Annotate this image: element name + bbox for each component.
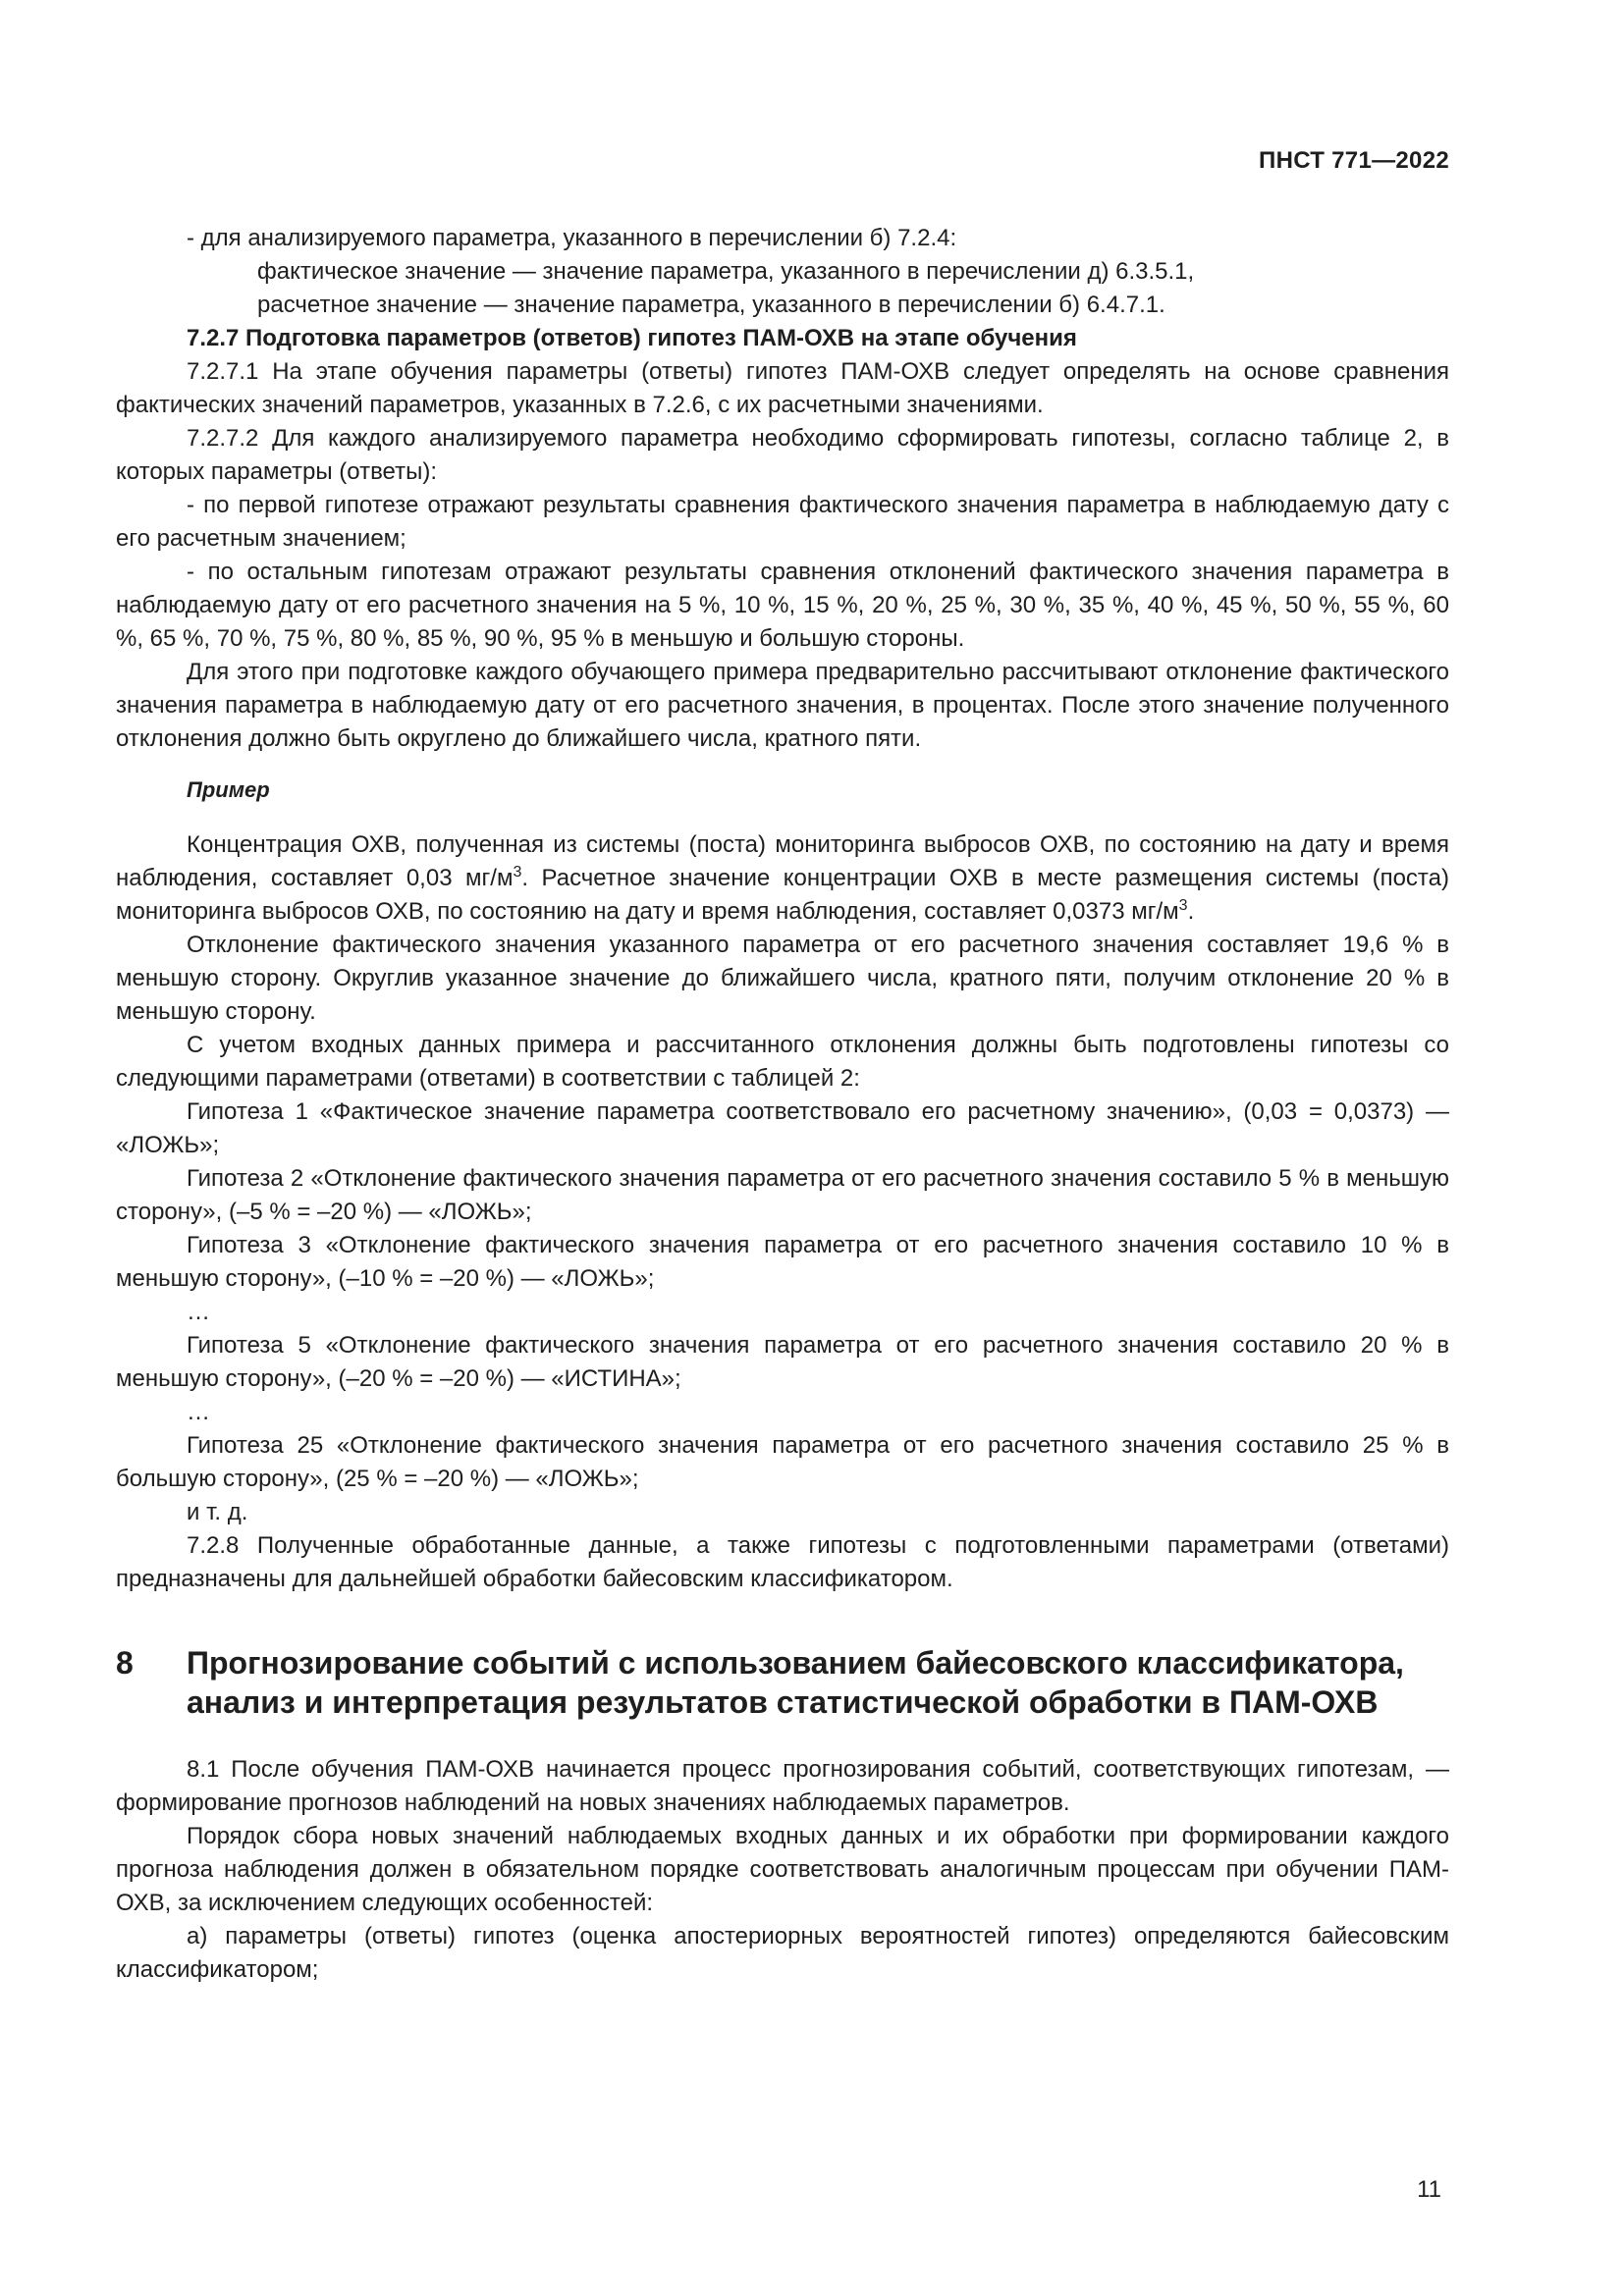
example-text-1: Концентрация ОХВ, полученная из системы (поста) мониторинга выбросов ОХВ, по состоянию на дату и время наблюдения, составляет 0,03 мг/м [116, 831, 1449, 891]
paragraph-7-2-7-2: 7.2.7.2 Для каждого анализируемого параметра необходимо сформировать гипотезы, согласно таблице 2, в которых параметры (ответы): [116, 425, 1449, 485]
paragraph-7-2-8: 7.2.8 Полученные обработанные данные, а также гипотезы с подготовленными параметрами (ответами) предназначены для дальнейшей обработки байесовским классификатором. [116, 1532, 1449, 1592]
ellipsis: … [187, 1399, 210, 1425]
etc-line: и т. д. [187, 1499, 248, 1525]
section-8-heading [116, 1643, 1449, 1722]
superscript-3: 3 [513, 864, 522, 881]
paragraph-8-1: 8.1 После обучения ПАМ-ОХВ начинается процесс прогнозирования событий, соответствующих гипотезам, — формирование прогнозов наблюдений на новых значениях наблюдаемых параметров. [116, 1756, 1449, 1816]
hypothesis-25: Гипотеза 25 «Отклонение фактического значения параметра от его расчетного значения составило 25 % в большую сторону», (25 % = –20 %) — «ЛОЖЬ»; [116, 1432, 1449, 1492]
example-label: Пример [187, 777, 270, 802]
superscript-3: 3 [1178, 897, 1188, 914]
section-title: Прогнозирование событий с использованием байесовского классификатора, анализ и интерпретация результатов статистической обработки в ПАМ-ОХВ [187, 1645, 1404, 1720]
hypothesis-2: Гипотеза 2 «Отклонение фактического значения параметра от его расчетного значения составило 5 % в меньшую сторону», (–5 % = –20 %) — «ЛОЖЬ»; [116, 1165, 1449, 1225]
paragraph-order: Порядок сбора новых значений наблюдаемых входных данных и их обработки при формировании каждого прогноза наблюдения должен в обязательном порядке соответствовать аналогичным процессам при обучении ПАМ-ОХВ, за исключением следующих особенностей: [116, 1823, 1449, 1916]
ellipsis: … [187, 1299, 210, 1325]
list-item-other-hypotheses: - по остальным гипотезам отражают результаты сравнения отклонений фактического значения параметра в наблюдаемую дату от его расчетного значения на 5 %, 10 %, 15 %, 20 %, 25 %, 30 %, 35 %, 40 %, 45 %, 50 %, 55 %, 60 %, 65 %, 70 %, 75 %, 80 %, 85 %, 90 %, 95 % в меньшую и большую стороны. [116, 559, 1449, 652]
page-content [116, 222, 1449, 1987]
example-text-2: . Расчетное значение концентрации ОХВ в месте размещения системы (поста) мониторинга выбросов ОХВ, по состоянию на дату и время наблюдения, составляет 0,0373 мг/м [116, 865, 1449, 925]
section-number: 8 [116, 1645, 134, 1681]
list-item-first-hypothesis: - по первой гипотезе отражают результаты сравнения фактического значения параметра в наблюдаемую дату с его расчетным значением; [116, 492, 1449, 552]
paragraph-rounding: Для этого при подготовке каждого обучающего примера предварительно рассчитывают отклонение фактического значения параметра в наблюдаемую дату от его расчетного значения, в процентах. После этого значение полученного отклонения должно быть округлено до ближайшего числа, кратного пяти. [116, 659, 1449, 752]
definition-calculated-value: расчетное значение — значение параметра, указанного в перечислении б) 6.4.7.1. [257, 292, 1165, 318]
hypothesis-1: Гипотеза 1 «Фактическое значение параметра соответствовало его расчетному значению», (0,03 = 0,0373) — «ЛОЖЬ»; [116, 1098, 1449, 1158]
hypothesis-3: Гипотеза 3 «Отклонение фактического значения параметра от его расчетного значения составило 10 % в меньшую сторону», (–10 % = –20 %) — «ЛОЖЬ»; [116, 1232, 1449, 1292]
subsection-heading-7-2-7: 7.2.7 Подготовка параметров (ответов) гипотез ПАМ-ОХВ на этапе обучения [187, 325, 1077, 351]
list-item-a: а) параметры (ответы) гипотез (оценка апостериорных вероятностей гипотез) определяются байесовским классификатором; [116, 1923, 1449, 1983]
example-text-3: . [1187, 898, 1195, 925]
definition-actual-value: фактическое значение — значение параметра, указанного в перечислении д) 6.3.5.1, [257, 258, 1195, 285]
paragraph-7-2-7-1: 7.2.7.1 На этапе обучения параметры (ответы) гипотез ПАМ-ОХВ следует определять на основе сравнения фактических значений параметров, указанных в 7.2.6, с их расчетными значениями. [116, 358, 1449, 418]
page-number: 11 [1417, 2176, 1441, 2203]
example-deviation: Отклонение фактического значения указанного параметра от его расчетного значения составляет 19,6 % в меньшую сторону. Округлив указанное значение до ближайшего числа, кратного пяти, получим отклонение 20 % в меньшую сторону. [116, 932, 1449, 1025]
example-hypotheses-intro: С учетом входных данных примера и рассчитанного отклонения должны быть подготовлены гипотезы со следующими параметрами (ответами) в соответствии с таблицей 2: [116, 1032, 1449, 1092]
list-item-analyzed-parameter: - для анализируемого параметра, указанного в перечислении б) 7.2.4: [187, 225, 957, 251]
hypothesis-5: Гипотеза 5 «Отклонение фактического значения параметра от его расчетного значения составило 20 % в меньшую сторону», (–20 % = –20 %) — «ИСТИНА»; [116, 1332, 1449, 1392]
document-code: ПНСТ 771—2022 [1259, 147, 1449, 174]
example-concentration [116, 828, 1449, 929]
